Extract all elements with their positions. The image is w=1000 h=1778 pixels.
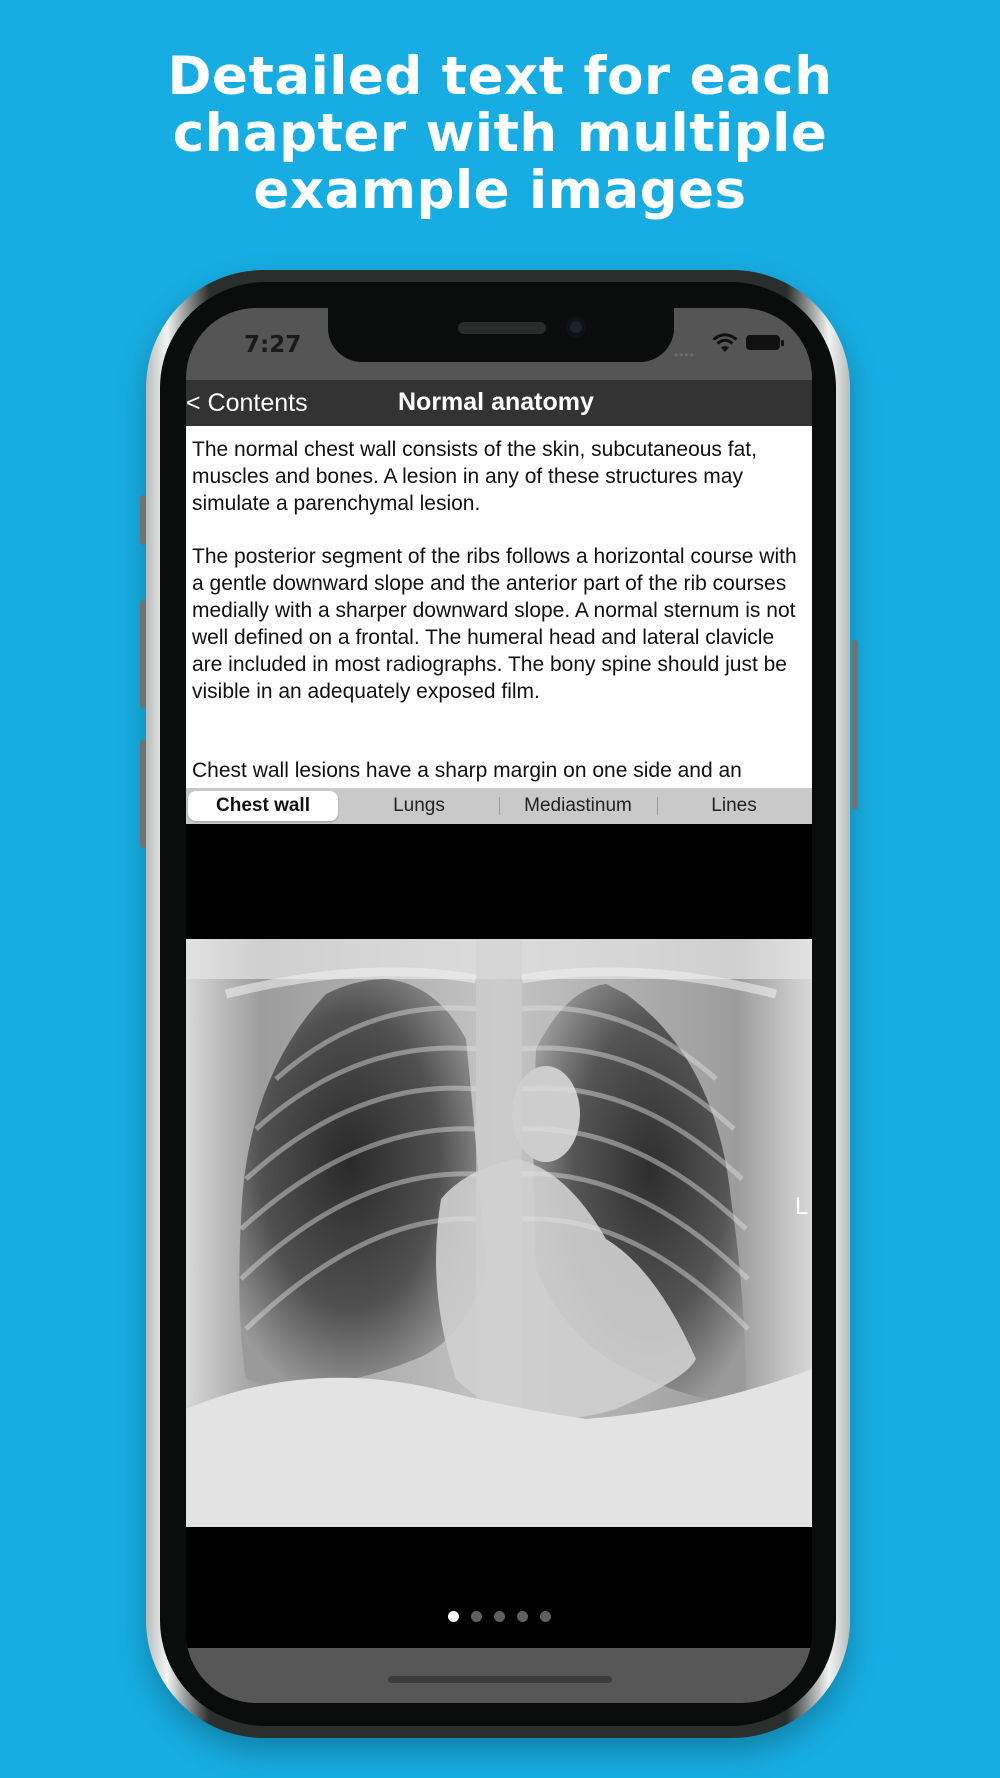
home-indicator[interactable] — [388, 1676, 612, 1683]
headline-line-2: chapter with multiple — [172, 103, 828, 164]
chest-xray-image[interactable] — [186, 939, 812, 1527]
phone-volume-down — [140, 740, 146, 848]
status-time: 7:27 — [244, 332, 302, 358]
phone-screen — [186, 308, 812, 1703]
tab-lines[interactable]: Lines — [711, 795, 757, 816]
page-dot-3[interactable] — [494, 1611, 505, 1622]
paragraph-2: The posterior segment of the ribs follows a horizontal course with a gentle downward slope and the anterior part of the rib courses medially with a sharper downward slope. A normal sternum is not well defined on a frontal. The humeral head and lateral clavicle are included in most radiographs. The bony spine should just be visible in an adequately exposed film. — [192, 545, 797, 703]
status-bar — [186, 308, 812, 380]
page-dot-2[interactable] — [471, 1611, 482, 1622]
headline-line-1: Detailed text for each — [167, 46, 833, 107]
front-camera — [566, 317, 586, 337]
wifi-icon — [711, 332, 739, 354]
page-dot-4[interactable] — [517, 1611, 528, 1622]
battery-icon — [746, 335, 780, 350]
phone-power-button — [852, 640, 858, 810]
chapter-text[interactable] — [186, 426, 812, 838]
tab-chest-wall[interactable]: Chest wall — [188, 791, 338, 821]
phone-volume-up — [140, 600, 146, 708]
tab-mediastinum[interactable]: Mediastinum — [524, 795, 632, 816]
page-title: Normal anatomy — [398, 388, 594, 416]
page-dot-5[interactable] — [540, 1611, 551, 1622]
image-page-indicator[interactable] — [186, 1609, 812, 1629]
section-segmented-control — [186, 788, 812, 824]
paragraph-3: Chest wall lesions have a sharp margin on one side and an — [192, 759, 742, 782]
promo-headline — [0, 48, 1000, 219]
speaker-grille — [458, 322, 546, 334]
phone-silent-switch — [140, 495, 146, 545]
signal-icon: •••• — [674, 348, 695, 362]
page-dot-1[interactable] — [448, 1611, 459, 1622]
headline-line-3: example images — [253, 160, 747, 221]
notch — [328, 308, 674, 362]
navigation-bar — [186, 380, 812, 426]
bottom-bar — [186, 1648, 812, 1703]
example-image-viewer[interactable] — [186, 824, 812, 1563]
tab-lungs[interactable]: Lungs — [393, 795, 445, 816]
back-to-contents-button[interactable]: < Contents — [186, 389, 308, 417]
paragraph-1: The normal chest wall consists of the skin, subcutaneous fat, muscles and bones. A lesion in any of these structures may simulate a parenchymal lesion. — [192, 438, 757, 515]
side-marker-label: L — [795, 1193, 809, 1220]
